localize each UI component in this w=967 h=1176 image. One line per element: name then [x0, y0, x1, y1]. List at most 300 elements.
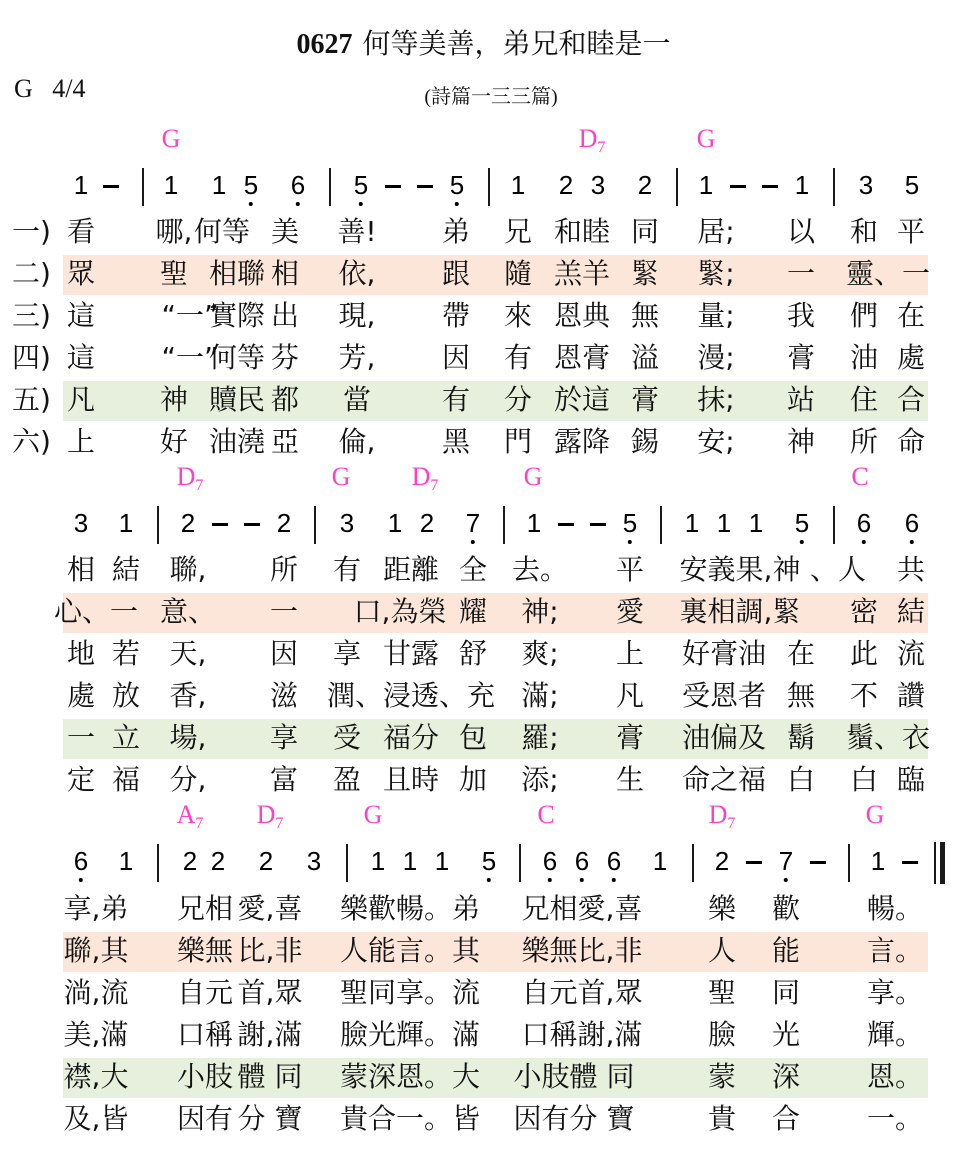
lyric-syllable: 好膏油 — [681, 637, 767, 670]
lyric-syllable: 歡 — [771, 892, 801, 925]
lyric-syllable: 都 — [270, 383, 300, 416]
lyric-syllable: 結 — [111, 553, 141, 586]
lyric-syllable: 自元 — [176, 976, 234, 1009]
lyric-syllable: 此 — [849, 637, 879, 670]
chord-root: G — [363, 800, 383, 829]
verse-number: 五) — [12, 383, 51, 416]
lyric-syllable: 聖同享。流 — [339, 976, 481, 1009]
note: 2 — [714, 846, 730, 876]
lyric-syllable: 站 — [786, 383, 816, 416]
verse-number: 二) — [12, 257, 51, 290]
key-signature: G 4/4 — [14, 74, 86, 103]
lyric-syllable: 小肢 — [176, 1060, 234, 1093]
lyric-syllable: 蒙 — [707, 1060, 737, 1093]
lyric-syllable: 白 — [849, 763, 879, 796]
verse-number: 一) — [12, 215, 51, 248]
lyric-syllable: 愛,喜 — [237, 892, 303, 925]
lyric-syllable: 愛 — [615, 595, 645, 628]
sustain-dash — [417, 185, 433, 188]
lyric-syllable: 芬 — [270, 341, 300, 374]
chord-root: G — [865, 800, 885, 829]
lyric-syllable: 當 — [342, 383, 372, 416]
lyric-syllable: 以 — [786, 215, 816, 248]
lyric-syllable: 包 — [458, 721, 488, 754]
lyric-syllable: 抹; — [697, 383, 735, 416]
lyric-syllable: 距離 — [382, 553, 440, 586]
lyric-syllable: 口稱 — [176, 1018, 234, 1051]
lyric-syllable: 何等 — [193, 215, 251, 248]
chord-symbol — [177, 800, 204, 833]
lyric-syllable: 有 — [441, 383, 471, 416]
chord-root: D — [176, 462, 196, 491]
note: 3 — [306, 846, 322, 876]
lyric-syllable: 哪, — [155, 215, 193, 248]
lyric-syllable: 定 — [66, 763, 96, 796]
lyric-syllable: 貴合一。皆 — [339, 1102, 481, 1135]
lyric-syllable: 聯,其 — [63, 934, 129, 967]
lyric-syllable: 看 — [66, 215, 96, 248]
lyric-syllable: 能 — [771, 934, 801, 967]
chord-extension: 7 — [727, 815, 736, 832]
lyric-syllable: 甘露 — [382, 637, 440, 670]
lyric-syllable: 加 — [458, 763, 488, 796]
note: 2 — [210, 846, 226, 876]
lyric-syllable: 現, — [338, 299, 376, 332]
note: 5 — [481, 846, 497, 876]
lyric-syllable: 錫 — [630, 425, 660, 458]
lyric-syllable: 黑 — [441, 425, 471, 458]
lyric-syllable: 因有分 寶 — [513, 1102, 635, 1135]
lyric-syllable: 場, — [169, 721, 207, 754]
lyric-syllable: 帶 — [441, 299, 471, 332]
lyric-syllable: 富 — [269, 763, 299, 796]
lyric-syllable: 爽; — [521, 637, 559, 670]
lyric-syllable: 心、一 — [53, 595, 139, 628]
lyric-syllable: 何等 — [208, 341, 266, 374]
chord-symbol — [162, 124, 181, 154]
lyric-syllable: 合 — [896, 383, 926, 416]
bar-line — [503, 506, 505, 544]
lyric-syllable: 、人 — [809, 553, 867, 586]
note: 2 — [182, 846, 198, 876]
note: 3 — [73, 508, 89, 538]
lyric-syllable: 福 — [111, 763, 141, 796]
lyric-syllable: 漫; — [697, 341, 735, 374]
lyric-syllable: 油澆 — [208, 425, 266, 458]
lyric-syllable: 在 — [896, 299, 926, 332]
lyric-syllable: 們 — [849, 299, 879, 332]
note: 2 — [180, 508, 196, 538]
lyric-syllable: 受 — [332, 721, 362, 754]
lyric-syllable: 贖民 — [208, 383, 266, 416]
chord-extension: 7 — [275, 815, 284, 832]
lyric-syllable: 因 — [441, 341, 471, 374]
chord-symbol — [524, 462, 543, 492]
lyric-syllable: 生 — [615, 763, 645, 796]
lyric-syllable: 倫, — [338, 425, 376, 458]
lyric-syllable: 舒 — [458, 637, 488, 670]
lyric-syllable: 一 — [66, 721, 96, 754]
note: 1 — [652, 846, 668, 876]
lyric-syllable: 一 — [269, 595, 299, 628]
lyric-syllable: 全 — [458, 553, 488, 586]
note: 7 — [465, 508, 481, 538]
bar-line — [676, 168, 678, 206]
lyric-syllable: 樂無 — [176, 934, 234, 967]
lyric-syllable: 好 — [159, 425, 189, 458]
bar-line — [157, 506, 159, 544]
bar-line — [833, 168, 835, 206]
chord-symbol — [177, 462, 204, 495]
chord-symbol — [851, 462, 868, 492]
lyric-syllable: 眾 — [66, 257, 96, 290]
lyric-syllable: 及,皆 — [63, 1102, 129, 1135]
note: 2 — [276, 508, 292, 538]
note: 5 — [449, 170, 465, 200]
bar-line — [848, 844, 850, 882]
lyric-syllable: 人 — [707, 934, 737, 967]
lyric-syllable: 凡 — [66, 383, 96, 416]
chord-extension: 7 — [430, 477, 439, 494]
hymn-title — [0, 22, 967, 62]
lyric-syllable: 緊; — [697, 257, 735, 290]
lyric-syllable: “一” — [161, 341, 219, 374]
lyric-syllable: 自元首,眾 — [521, 976, 643, 1009]
lyric-syllable: 地 — [66, 637, 96, 670]
lyric-syllable: 不 — [849, 679, 879, 712]
bar-line — [346, 844, 348, 882]
lyric-syllable: 同 — [771, 976, 801, 1009]
bar-line — [692, 844, 694, 882]
lyric-syllable: 臨 — [896, 763, 926, 796]
lyric-syllable: 神 — [786, 425, 816, 458]
lyric-syllable: 潤、浸透、充 — [326, 679, 496, 712]
lyric-syllable: 上 — [66, 425, 96, 458]
lyric-syllable: 比,非 — [237, 934, 303, 967]
lyric-syllable: 添; — [521, 763, 559, 796]
lyric-syllable: 分, — [169, 763, 207, 796]
lyric-syllable: 露降 — [553, 425, 611, 458]
lyric-syllable: 緊 — [630, 257, 660, 290]
lyric-syllable: 暢。 — [866, 892, 924, 925]
lyric-syllable: 我 — [786, 299, 816, 332]
lyric-syllable: 臉光輝。滿 — [339, 1018, 481, 1051]
lyric-syllable: 淌,流 — [63, 976, 129, 1009]
lyric-syllable: 命 — [896, 425, 926, 458]
lyric-syllable: 和睦 — [553, 215, 611, 248]
sustain-dash — [103, 185, 119, 188]
lyric-syllable: 依, — [338, 257, 376, 290]
note: 5 — [353, 170, 369, 200]
lyric-syllable: 神 — [159, 383, 189, 416]
note: 1 — [794, 170, 810, 200]
lyric-syllable: 滿; — [521, 679, 559, 712]
chord-root: D — [256, 800, 276, 829]
note: 2 — [558, 170, 574, 200]
verse-number: 四) — [12, 341, 51, 374]
bar-line — [488, 168, 490, 206]
lyric-syllable: 去。 — [511, 553, 569, 586]
sustain-dash — [212, 523, 228, 526]
lyric-syllable: 神; — [521, 595, 559, 628]
bar-line — [519, 844, 521, 882]
note: 1 — [510, 170, 526, 200]
chord-root: G — [696, 124, 716, 153]
lyric-syllable: 羅; — [521, 721, 559, 754]
lyric-syllable: 善! — [337, 215, 377, 248]
lyric-syllable: 口稱謝,滿 — [521, 1018, 643, 1051]
bar-line — [329, 168, 331, 206]
lyric-syllable: 流 — [896, 637, 926, 670]
lyric-syllable: 結 — [896, 595, 926, 628]
lyric-syllable: 無 — [630, 299, 660, 332]
lyric-syllable: 平 — [896, 215, 926, 248]
note: 5 — [243, 170, 259, 200]
lyric-syllable: 來 — [503, 299, 533, 332]
note: 5 — [622, 508, 638, 538]
lyric-syllable: 且時 — [382, 763, 440, 796]
lyric-syllable: 跟 — [441, 257, 471, 290]
lyric-syllable: 言。 — [866, 934, 924, 967]
note: 1 — [526, 508, 542, 538]
final-bar-line-thick — [940, 842, 945, 884]
lyric-syllable: 芳, — [338, 341, 376, 374]
chord-extension: 7 — [195, 815, 204, 832]
lyric-syllable: 和 — [849, 215, 879, 248]
lyric-syllable: 受恩者 — [681, 679, 767, 712]
lyric-syllable: 鬍 — [786, 721, 816, 754]
lyric-syllable: 出 — [270, 299, 300, 332]
note: 1 — [370, 846, 386, 876]
lyric-syllable: 相 — [270, 257, 300, 290]
note: 6 — [606, 846, 622, 876]
lyric-syllable: 恩膏 — [553, 341, 611, 374]
sustain-dash — [762, 185, 778, 188]
verse-number: 三) — [12, 299, 51, 332]
chord-root: D — [411, 462, 431, 491]
lyric-syllable: 一。 — [866, 1102, 924, 1135]
lyric-syllable: 天, — [169, 637, 207, 670]
lyric-syllable: 一 — [786, 257, 816, 290]
bar-line — [833, 506, 835, 544]
lyric-syllable: 這 — [66, 299, 96, 332]
note: 1 — [118, 846, 134, 876]
note: 1 — [211, 170, 227, 200]
lyric-syllable: 膏 — [630, 383, 660, 416]
note: 1 — [73, 170, 89, 200]
lyric-syllable: 謝,滿 — [237, 1018, 303, 1051]
note: 6 — [856, 508, 872, 538]
note: 1 — [748, 508, 764, 538]
note: 5 — [794, 508, 810, 538]
note: 1 — [698, 170, 714, 200]
chord-root: D — [708, 800, 728, 829]
lyric-syllable: 深 — [771, 1060, 801, 1093]
lyric-syllable: 同 — [630, 215, 660, 248]
bar-line — [157, 844, 159, 882]
lyric-syllable: 分 寶 — [237, 1102, 303, 1135]
lyric-syllable: 亞 — [270, 425, 300, 458]
lyric-syllable: 臉 — [707, 1018, 737, 1051]
note: 3 — [858, 170, 874, 200]
lyric-syllable: 所 — [269, 553, 299, 586]
bar-line — [314, 506, 316, 544]
note: 7 — [778, 846, 794, 876]
lyric-syllable: 相 — [66, 553, 96, 586]
note: 6 — [73, 846, 89, 876]
lyric-syllable: 兄相愛,喜 — [521, 892, 643, 925]
lyric-syllable: 門 — [503, 425, 533, 458]
lyric-syllable: 恩典 — [553, 299, 611, 332]
note: 6 — [574, 846, 590, 876]
lyric-syllable: 聖 — [707, 976, 737, 1009]
chord-root: G — [523, 462, 543, 491]
note: 1 — [716, 508, 732, 538]
lyric-syllable: 有 — [332, 553, 362, 586]
lyric-syllable: 羔羊 — [553, 257, 611, 290]
lyric-syllable: 靈、一 — [845, 257, 931, 290]
lyric-syllable: 因 — [269, 637, 299, 670]
lyric-syllable: 無 — [786, 679, 816, 712]
chord-root: C — [851, 462, 869, 491]
chord-root: G — [331, 462, 351, 491]
lyric-syllable: 首,眾 — [237, 976, 303, 1009]
note: 1 — [163, 170, 179, 200]
lyric-syllable: 裏相調,緊 — [679, 595, 801, 628]
lyric-syllable: 蒙深恩。大 — [339, 1060, 481, 1093]
chord-extension: 7 — [195, 477, 204, 494]
lyric-syllable: 體 同 — [237, 1060, 303, 1093]
lyric-syllable: 在 — [786, 637, 816, 670]
lyric-syllable: 意、 — [159, 595, 217, 628]
lyric-syllable: 量; — [697, 299, 735, 332]
lyric-syllable: 於這 — [553, 383, 611, 416]
final-bar-line-thin — [934, 842, 936, 884]
lyric-syllable: 盈 — [332, 763, 362, 796]
lyric-syllable: 溢 — [630, 341, 660, 374]
chord-symbol — [697, 124, 716, 154]
lyric-syllable: 樂 — [707, 892, 737, 925]
chord-symbol — [364, 800, 383, 830]
note: 3 — [339, 508, 355, 538]
lyric-syllable: 恩。 — [866, 1060, 924, 1093]
lyric-syllable: 共 — [896, 553, 926, 586]
lyric-syllable: 分 — [503, 383, 533, 416]
lyric-syllable: 居; — [697, 215, 735, 248]
lyric-syllable: 安; — [697, 425, 735, 458]
bar-line — [660, 506, 662, 544]
note: 1 — [387, 508, 403, 538]
lyric-syllable: 凡 — [615, 679, 645, 712]
lyric-syllable: 兄 — [503, 215, 533, 248]
lyric-syllable: 樂歡暢。弟 — [339, 892, 481, 925]
lyric-syllable: 所 — [849, 425, 879, 458]
lyric-syllable: 享,弟 — [63, 892, 129, 925]
lyric-syllable: 耀 — [458, 595, 488, 628]
lyric-syllable: 白 — [786, 763, 816, 796]
lyric-syllable: 處 — [896, 341, 926, 374]
lyric-syllable: 輝。 — [866, 1018, 924, 1051]
lyric-syllable: 處 — [66, 679, 96, 712]
lyric-syllable: 享 — [332, 637, 362, 670]
chord-root: A — [176, 800, 196, 829]
lyric-syllable: 福分 — [382, 721, 440, 754]
lyric-syllable: 人能言。其 — [339, 934, 481, 967]
chord-symbol — [709, 800, 736, 833]
lyric-syllable: 安義果,神 — [679, 553, 801, 586]
sustain-dash — [590, 523, 606, 526]
note: 6 — [290, 170, 306, 200]
lyric-syllable: 貴 — [707, 1102, 737, 1135]
lyric-syllable: 鬚、衣 — [845, 721, 931, 754]
note: 2 — [258, 846, 274, 876]
chord-symbol — [412, 462, 439, 495]
lyric-syllable: 享。 — [866, 976, 924, 1009]
lyric-syllable: 讚 — [896, 679, 926, 712]
sustain-dash — [730, 185, 746, 188]
lyric-syllable: 放 — [111, 679, 141, 712]
lyric-syllable: 香, — [169, 679, 207, 712]
lyric-syllable: 樂無比,非 — [521, 934, 643, 967]
lyric-syllable: 聯, — [169, 553, 207, 586]
lyric-syllable: 油 — [849, 341, 879, 374]
lyric-syllable: 這 — [66, 341, 96, 374]
lyric-syllable: 美,滿 — [63, 1018, 129, 1051]
chord-symbol — [579, 124, 606, 157]
note: 6 — [542, 846, 558, 876]
lyric-syllable: 合 — [771, 1102, 801, 1135]
chord-root: G — [161, 124, 181, 153]
lyric-syllable: 襟,大 — [63, 1060, 129, 1093]
chord-extension: 7 — [597, 139, 606, 156]
lyric-syllable: 因有 — [176, 1102, 234, 1135]
lyric-syllable: 住 — [849, 383, 879, 416]
lyric-syllable: 兄相 — [176, 892, 234, 925]
note: 3 — [590, 170, 606, 200]
sustain-dash — [385, 185, 401, 188]
note: 2 — [419, 508, 435, 538]
lyric-syllable: 小肢體 同 — [513, 1060, 635, 1093]
note: 1 — [684, 508, 700, 538]
note: 2 — [637, 170, 653, 200]
lyric-syllable: 油偏及 — [681, 721, 767, 754]
lyric-syllable: 平 — [615, 553, 645, 586]
chord-symbol — [537, 800, 554, 830]
hymn-number: 0627 — [296, 29, 353, 60]
note: 1 — [402, 846, 418, 876]
chord-symbol — [866, 800, 885, 830]
lyric-syllable: 滋 — [269, 679, 299, 712]
lyric-syllable: 有 — [503, 341, 533, 374]
sustain-dash — [810, 861, 826, 864]
lyric-syllable: 命之福 — [681, 763, 767, 796]
verse-number: 六) — [12, 425, 51, 458]
sustain-dash — [558, 523, 574, 526]
note: 1 — [870, 846, 886, 876]
lyric-syllable: 相聯 — [208, 257, 266, 290]
hymn-subtitle: (詩篇一三三篇) — [424, 86, 558, 108]
lyric-syllable: 光 — [771, 1018, 801, 1051]
note: 1 — [118, 508, 134, 538]
lyric-syllable: 口,為榮 — [353, 595, 447, 628]
lyric-syllable: 弟 — [441, 215, 471, 248]
chord-symbol — [257, 800, 284, 833]
lyric-syllable: 密 — [849, 595, 879, 628]
lyric-syllable: 享 — [269, 721, 299, 754]
lyric-syllable: “一” — [161, 299, 219, 332]
lyric-syllable: 膏 — [786, 341, 816, 374]
lyric-syllable: 上 — [615, 637, 645, 670]
